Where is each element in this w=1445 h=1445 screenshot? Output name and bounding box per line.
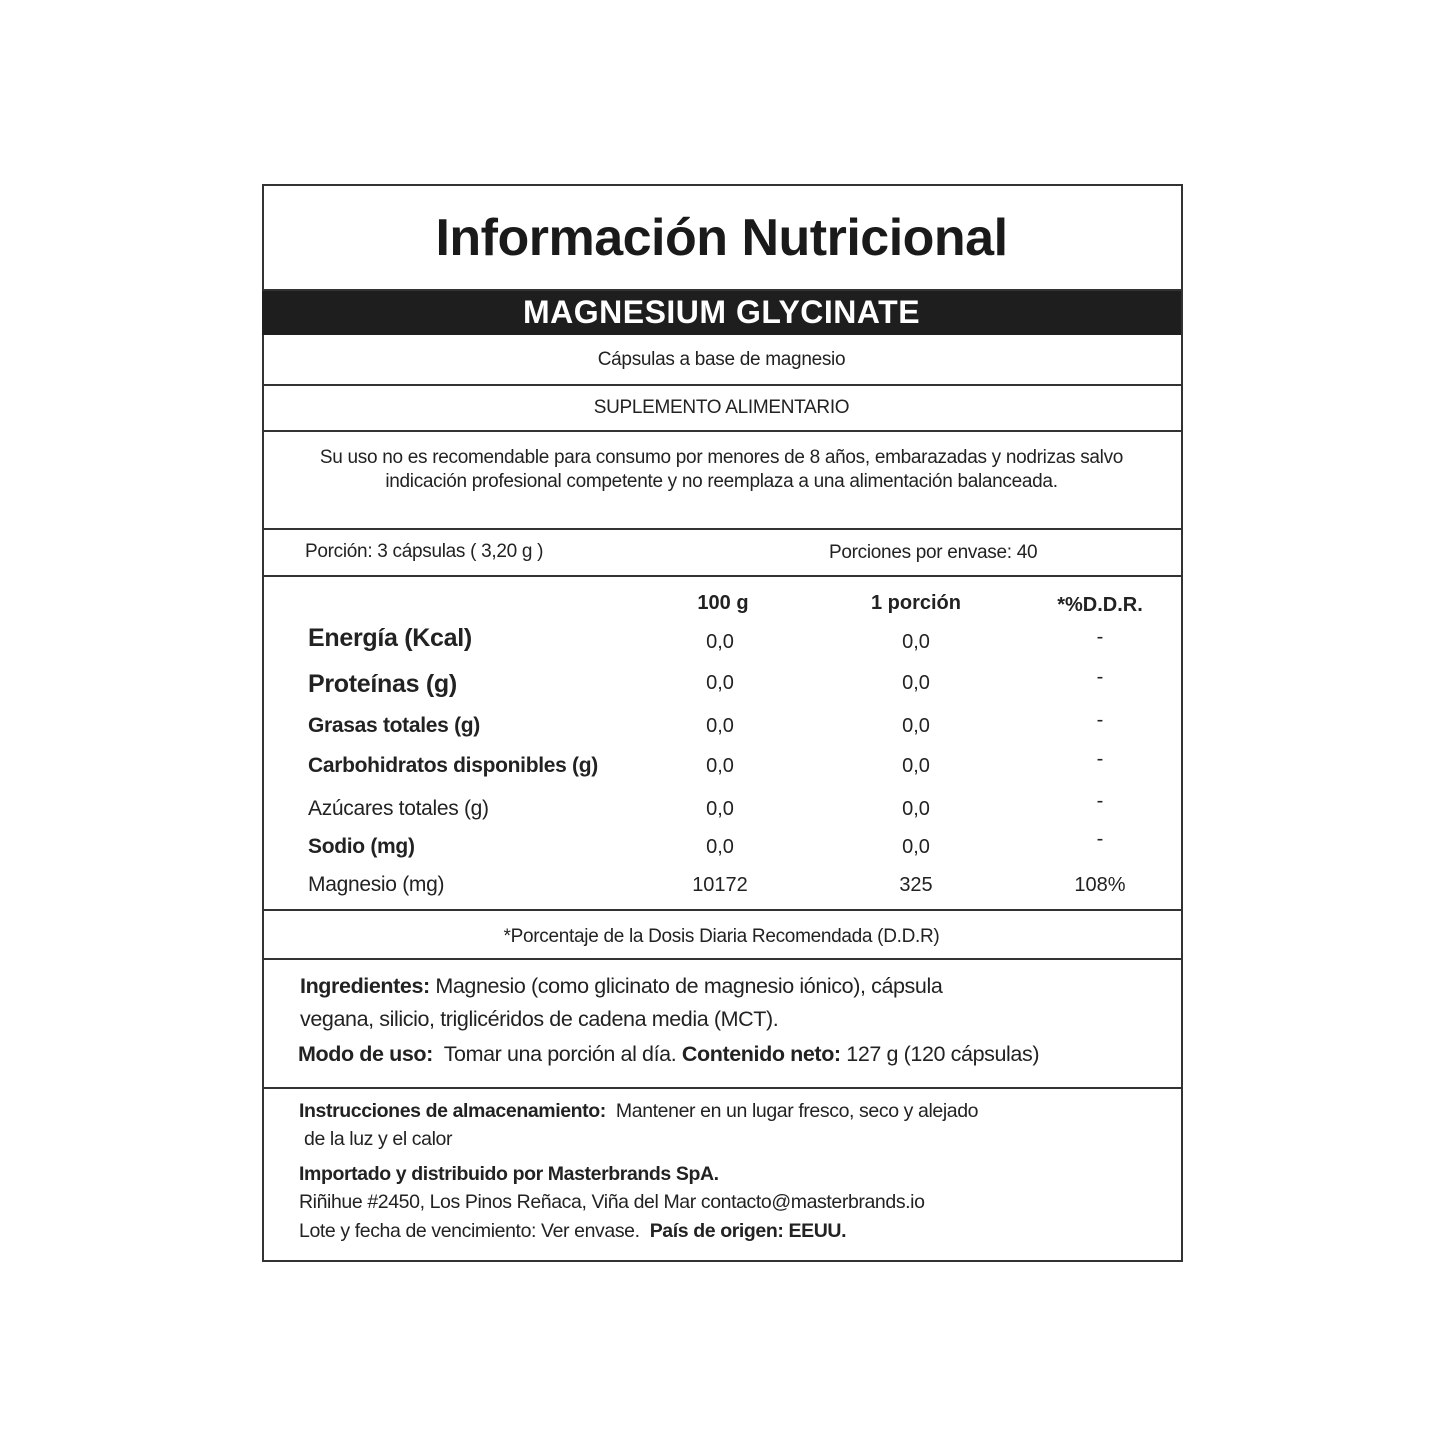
value-100g: 0,0 [706,755,734,777]
ingredients-text: Magnesio (como glicinato de magnesio iónico), cápsula [429,974,943,998]
divider [262,575,1181,577]
value-100g: 0,0 [706,715,734,737]
value-portion: 0,0 [902,672,930,694]
value-100g: 0,0 [706,798,734,820]
label-title: Información Nutricional [435,209,1008,267]
value-ddr: - [1096,748,1104,770]
value-100g: 10172 [692,874,748,896]
value-ddr: - [1096,828,1104,850]
divider [262,384,1181,386]
value-100g: 0,0 [706,672,734,694]
servings-per-container: Porciones por envase: 40 [829,542,1038,563]
address: Riñihue #2450, Los Pinos Reñaca, Viña del Mar contacto@masterbrands.io [299,1191,925,1213]
value-ddr: - [1096,626,1104,648]
row-label: Energía (Kcal) [308,624,472,652]
value-portion: 0,0 [902,715,930,737]
divider [262,528,1181,530]
net-content-label: Contenido neto: [681,1042,841,1066]
column-header: 1 porción [870,592,961,614]
row-label: Proteínas (g) [308,670,457,698]
storage-label: Instrucciones de almacenamiento: [299,1100,606,1122]
value-portion: 0,0 [902,798,930,820]
usage-text: Tomar una porción al día. [432,1042,682,1066]
divider [262,958,1181,960]
value-ddr: - [1096,709,1104,731]
value-ddr: - [1096,666,1104,688]
value-ddr: 108% [1074,874,1126,896]
column-header: *%D.D.R. [1057,594,1143,616]
storage-line1 [299,1100,978,1123]
ingredients-line2: vegana, silicio, triglicéridos de cadena media (MCT). [300,1007,779,1031]
value-ddr: - [1096,790,1104,812]
row-label: Sodio (mg) [308,835,415,858]
product-subtitle: Cápsulas a base de magnesio [597,349,846,370]
product-name: MAGNESIUM GLYCINATE [522,294,921,330]
row-label: Magnesio (mg) [308,873,445,896]
row-label: Grasas totales (g) [308,714,480,737]
lot-text: Lote y fecha de vencimiento: Ver envase. [299,1220,650,1242]
value-portion: 0,0 [902,836,930,858]
value-100g: 0,0 [706,631,734,653]
divider [262,430,1181,432]
value-portion: 0,0 [902,631,930,653]
product-category: SUPLEMENTO ALIMENTARIO [593,397,850,418]
ingredients-line1 [300,970,942,1003]
origin-text: País de origen: EEUU. [649,1220,847,1242]
usage-line [298,1038,1039,1071]
warning-text: Su uso no es recomendable para consumo por menores de 8 años, embarazadas y nodrizas salvo indicación profesional competente y no reemplaza a una alimentación balanceada. [319,447,1124,492]
ingredients-label: Ingredientes: [300,974,430,998]
ddr-footnote: *Porcentaje de la Dosis Diaria Recomendada (D.D.R) [503,926,940,947]
value-100g: 0,0 [706,836,734,858]
serving-size: Porción: 3 cápsulas ( 3,20 g ) [305,541,544,562]
importer: Importado y distribuido por Masterbrands SpA. [299,1163,719,1185]
divider [262,909,1181,911]
divider [262,289,1181,291]
value-portion: 0,0 [902,755,930,777]
storage-text: Mantener en un lugar fresco, seco y alejado [605,1100,979,1122]
column-header: 100 g [697,592,749,614]
divider [262,1087,1181,1089]
row-label: Carbohidratos disponibles (g) [308,754,598,777]
storage-line2: de la luz y el calor [304,1128,453,1150]
row-label: Azúcares totales (g) [308,797,489,820]
value-portion: 325 [899,874,933,896]
usage-label: Modo de uso: [298,1042,433,1066]
net-content: 127 g (120 cápsulas) [840,1042,1040,1066]
lot-origin-line [299,1220,846,1243]
